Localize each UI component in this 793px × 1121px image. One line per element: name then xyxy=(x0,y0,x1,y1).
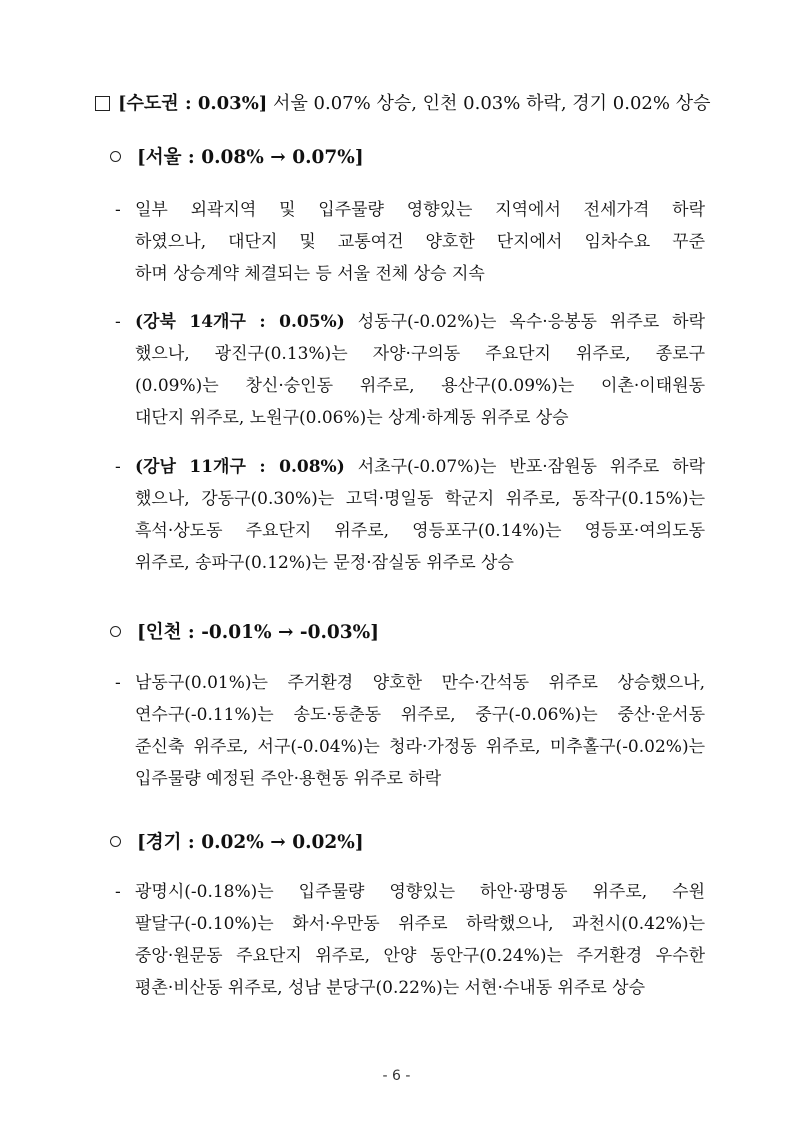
paragraph-line: 중앙·원문동 주요단지 위주로, 안양 동안구(0.24%)는 주거환경 우수한 xyxy=(135,946,705,966)
circle-bullet-icon xyxy=(110,151,121,162)
gyeonggi-bullet xyxy=(115,876,705,1004)
paragraph-line: 대단지 위주로, 노원구(0.06%)는 상계·하계동 위주로 상승 xyxy=(135,408,569,428)
paragraph-line: 준신축 위주로, 서구(-0.04%)는 청라·가정동 위주로, 미추홀구(-0.02%)는 xyxy=(135,737,705,757)
dash-marker: - xyxy=(115,312,121,332)
circle-bullet-icon xyxy=(110,626,121,637)
dash-marker: - xyxy=(115,200,121,220)
paragraph-line: 팔달구(-0.10%)는 화서·우만동 위주로 하락했으나, 과천시(0.42%)는 xyxy=(135,914,705,934)
paragraph-line: 했으나, 광진구(0.13%)는 자양·구의동 주요단지 위주로, 종로구 xyxy=(135,344,705,364)
paragraph-line: 평촌·비산동 위주로, 성남 분당구(0.22%)는 서현·수내동 위주로 상승 xyxy=(135,978,646,998)
metro-label: [수도권 : 0.03%] xyxy=(118,93,268,114)
paragraph-line: - (강북 14개구 : 0.05%) 성동구(-0.02%)는 옥수·응봉동 위주로 하락 xyxy=(115,306,705,338)
section-title: [경기 : 0.02% → 0.02%] xyxy=(137,832,364,853)
section-title: [인천 : -0.01% → -0.03%] xyxy=(137,622,379,643)
section-title: [서울 : 0.08% → 0.07%] xyxy=(137,147,364,168)
paragraph-line: - 남동구(0.01%)는 주거환경 양호한 만수·간석동 위주로 상승했으나, xyxy=(115,667,705,699)
section-heading-incheon xyxy=(110,619,710,647)
paragraph-line: 흑석·상도동 주요단지 위주로, 영등포구(0.14%)는 영등포·여의도동 xyxy=(135,521,705,541)
seoul-bullet-gangbuk xyxy=(115,306,705,434)
dash-marker: - xyxy=(115,673,121,693)
dash-marker: - xyxy=(115,882,121,902)
seoul-bullet-general xyxy=(115,194,705,290)
section-heading-gyeonggi xyxy=(110,829,710,857)
paragraph-line: 하며 상승계약 체결되는 등 서울 전체 상승 지속 xyxy=(135,264,485,284)
paragraph-line: 했으나, 강동구(0.30%)는 고덕·명일동 학군지 위주로, 동작구(0.15%)는 xyxy=(135,489,705,509)
paragraph-line: (0.09%)는 창신·숭인동 위주로, 용산구(0.09%)는 이촌·이태원동 xyxy=(135,376,705,396)
page-number: - 6 - xyxy=(382,1068,411,1084)
metro-summary-heading xyxy=(95,90,715,118)
incheon-bullet xyxy=(115,667,705,795)
district-group-label: (강남 11개구 : 0.08%) xyxy=(135,457,345,477)
paragraph-line: - 광명시(-0.18%)는 입주물량 영향있는 하안·광명동 위주로, 수원 xyxy=(115,876,705,908)
checkbox-square-icon xyxy=(95,96,110,111)
paragraph-line: 연수구(-0.11%)는 송도·동춘동 위주로, 중구(-0.06%)는 중산·운서동 xyxy=(135,705,705,725)
metro-summary-text: 서울 0.07% 상승, 인천 0.03% 하락, 경기 0.02% 상승 xyxy=(267,93,711,114)
paragraph-line: - 일부 외곽지역 및 입주물량 영향있는 지역에서 전세가격 하락 xyxy=(115,194,705,226)
paragraph-line: 입주물량 예정된 주안·용현동 위주로 하락 xyxy=(135,769,442,789)
paragraph-line: 하였으나, 대단지 및 교통여건 양호한 단지에서 임차수요 꾸준 xyxy=(135,232,705,252)
dash-marker: - xyxy=(115,457,121,477)
circle-bullet-icon xyxy=(110,836,121,847)
paragraph-line: - (강남 11개구 : 0.08%) 서초구(-0.07%)는 반포·잠원동 위주로 하락 xyxy=(115,451,705,483)
section-heading-seoul xyxy=(110,144,710,172)
district-group-label: (강북 14개구 : 0.05%) xyxy=(135,312,345,332)
seoul-bullet-gangnam xyxy=(115,451,705,579)
paragraph-line: 위주로, 송파구(0.12%)는 문정·잠실동 위주로 상승 xyxy=(135,553,514,573)
